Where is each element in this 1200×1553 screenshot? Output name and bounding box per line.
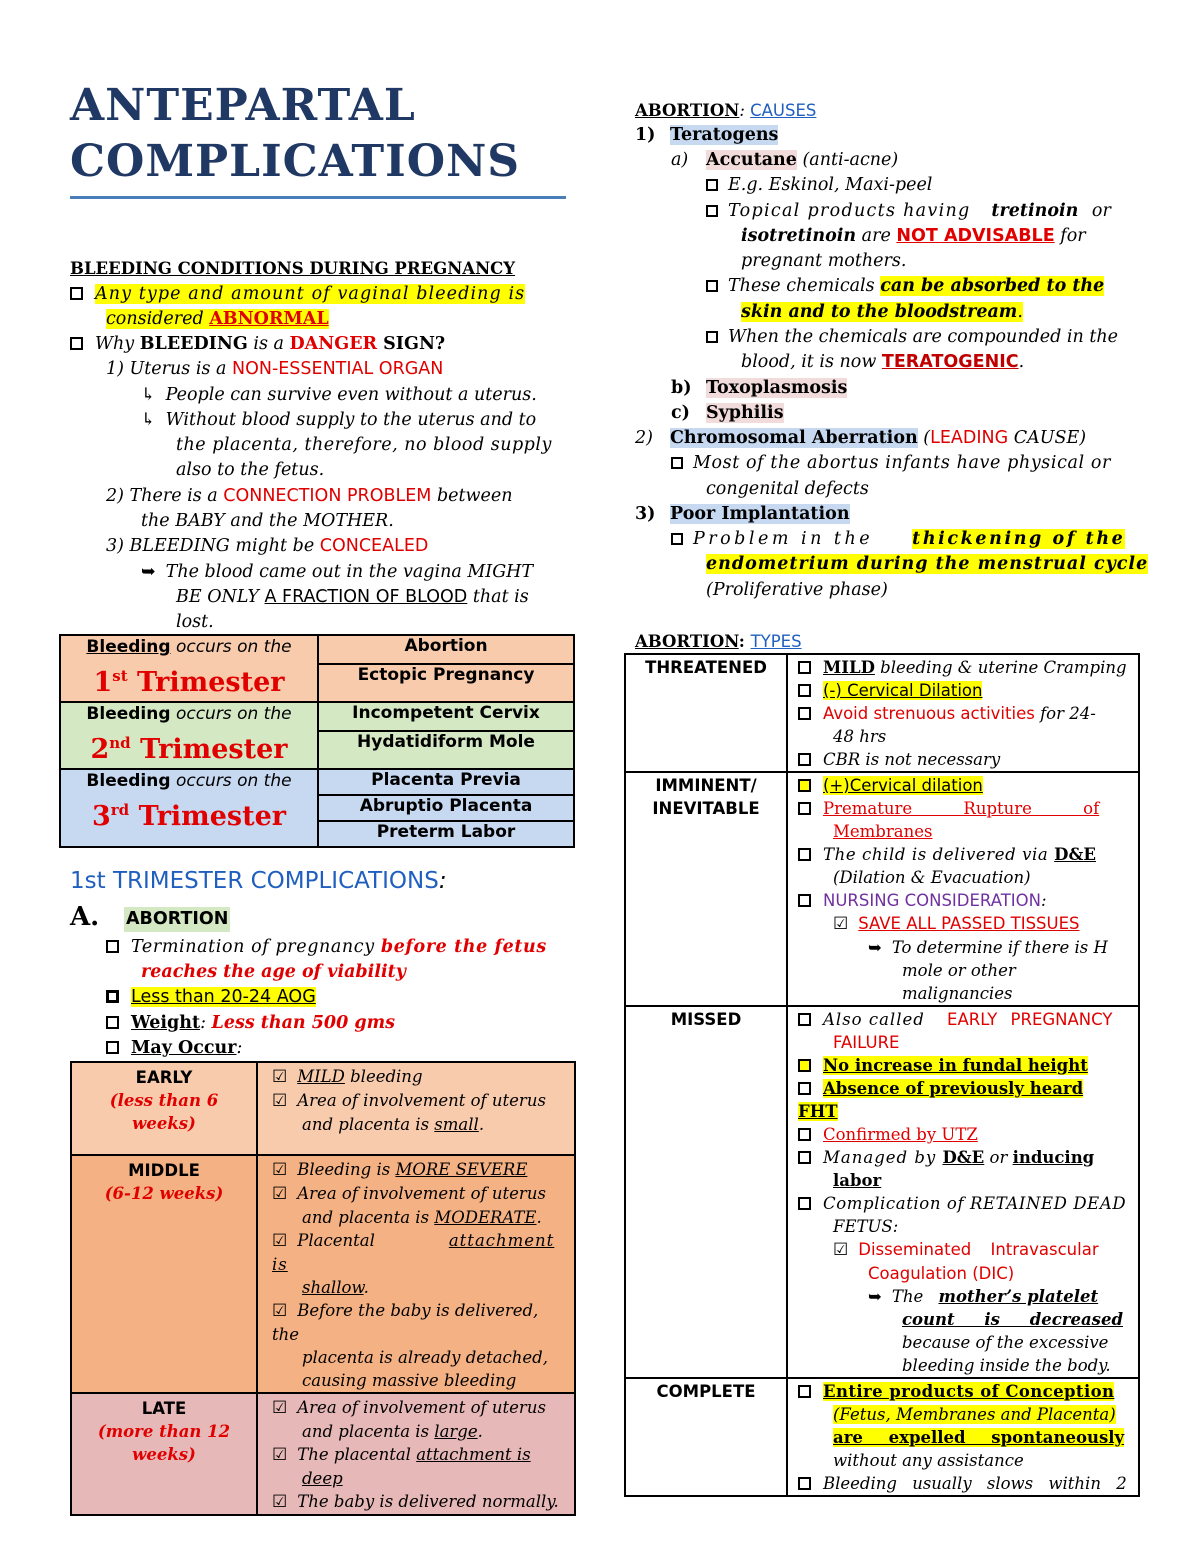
checkbox-icon	[798, 894, 811, 907]
cause-1c: c) Syphilis	[671, 403, 784, 423]
chrom-bullet-1: Most of the abortus infants have physical or	[671, 451, 1111, 476]
checkbox-icon	[706, 179, 718, 191]
accutane-bullet-4: When the chemicals are compounded in the	[706, 325, 1118, 350]
accutane-bullet-1: E.g. Eskinol, Maxi-peel	[706, 173, 932, 198]
missed-details: Also called EARLY PREGNANCY FAILURE No increase in fundal height Absence of previously heard FHT Confirmed by UTZ Managed by D&E or inducing labor Complication of RETAINED DEAD FETUS: ☑ Disseminated Intravascular Coagulation (DIC) ➥ The mother’s platelet count is decreased because of the excessive bleeding inside the body.	[787, 1006, 1139, 1378]
checkbox-icon	[798, 779, 811, 792]
arrow-icon: ↳	[141, 385, 156, 405]
types-heading: ABORTION: TYPES	[635, 632, 802, 651]
trimester-2-cell: Bleeding occurs on the 2nd Trimester	[60, 702, 318, 769]
chrom-bullet-1b: congenital defects	[706, 479, 869, 499]
title-divider	[70, 196, 566, 199]
bleeding-reason-2: 2) There is a CONNECTION PROBLEM between	[106, 486, 513, 506]
table-row-middle	[71, 1155, 575, 1393]
bleeding-sub-3c: lost.	[176, 612, 214, 632]
check-icon: ☑	[272, 1398, 288, 1418]
bleeding-bullet-1: Any type and amount of vaginal bleeding is	[70, 282, 566, 307]
threatened-details: MILD bleeding & uterine Cramping (-) Cervical Dilation Avoid strenuous activities for 24- 48 hrs CBR is not necessary	[787, 654, 1139, 772]
checkbox-icon	[798, 1128, 811, 1141]
checkbox-icon	[798, 1385, 811, 1398]
checkbox-icon	[70, 287, 83, 300]
bleeding-reason-2b: the BABY and the MOTHER.	[141, 511, 394, 531]
accutane-bullet-3: These chemicals can be absorbed to the	[706, 274, 1104, 299]
bleeding-sub-2c: also to the fetus.	[176, 460, 325, 480]
late-details-cell: ☑ Area of involvement of uterus and placenta is large. ☑ The placental attachment is deep ☑ The baby is delivered normally.	[257, 1393, 575, 1515]
table-row-missed	[625, 1006, 1139, 1378]
bleeding-heading: BLEEDING CONDITIONS DURING PREGNANCY	[70, 259, 516, 278]
checkbox-icon	[706, 331, 718, 343]
check-icon: ☑	[272, 1492, 288, 1512]
abortion-label: ABORTION	[124, 907, 230, 932]
trimester-table	[59, 634, 575, 848]
check-icon: ☑	[272, 1184, 288, 1204]
cause-3: 3) Poor Implantation	[635, 504, 850, 524]
cause-1a: a) Accutane (anti-acne)	[671, 150, 899, 170]
table-row-complete	[625, 1378, 1139, 1496]
trimester-1-item-ectopic: Ectopic Pregnancy	[318, 664, 574, 702]
middle-details-cell: ☑ Bleeding is MORE SEVERE ☑ Area of involvement of uterus and placenta is MODERATE. ☑ Placental attachment is shallow. ☑ Before the baby is delivered, the placenta is already detached, causing massive bleeding	[257, 1155, 575, 1393]
abortion-bullet-4: May Occur:	[106, 1036, 242, 1061]
poor-bullet-1c: (Proliferative phase)	[706, 580, 888, 600]
page-title	[70, 78, 566, 190]
checkbox-icon	[106, 990, 119, 1003]
checkbox-icon	[798, 848, 811, 861]
bleeding-bullet-2: Why BLEEDING is a DANGER SIGN?	[70, 332, 445, 357]
bleeding-bullet-1-cont: considered ABNORMAL	[106, 309, 329, 329]
checkbox-icon	[106, 940, 119, 953]
check-icon: ☑	[272, 1301, 288, 1321]
checkbox-icon	[798, 1059, 811, 1072]
checkbox-icon	[798, 1013, 811, 1026]
check-icon: ☑	[272, 1445, 288, 1465]
abortion-occurrence-table	[70, 1061, 576, 1516]
checkbox-icon	[798, 1151, 811, 1164]
check-icon: ☑	[833, 1240, 849, 1260]
checkbox-icon	[671, 533, 683, 545]
checkbox-icon	[706, 205, 718, 217]
poor-bullet-1b: endometrium during the menstrual cycle	[706, 554, 1149, 574]
trimester-1-item-abortion: Abortion	[318, 635, 574, 664]
imminent-label: IMMINENT/ INEVITABLE	[625, 772, 787, 1006]
bleeding-reason-1: 1) Uterus is a NON-ESSENTIAL ORGAN	[106, 359, 444, 379]
bleeding-reason-3: 3) BLEEDING might be CONCEALED	[106, 536, 429, 556]
checkbox-icon	[798, 1082, 811, 1095]
table-row-threatened	[625, 654, 1139, 772]
cause-1: 1) Teratogens	[635, 125, 779, 145]
checkbox-icon	[798, 802, 811, 815]
abortion-bullet-1b: reaches the age of viability	[141, 962, 406, 982]
poor-bullet-1: Problem in the thickening of the	[671, 527, 1125, 552]
checkbox-icon	[106, 1016, 119, 1029]
trimester-2-item-cervix: Incompetent Cervix	[318, 702, 574, 731]
accutane-bullet-3b: skin and to the bloodstream.	[741, 302, 1023, 322]
checkbox-icon	[798, 707, 811, 720]
imminent-details: (+)Cervical dilation Premature Rupture of Membranes The child is delivered via D&E (Dilation & Evacuation) NURSING CONSIDERATION: ☑ SAVE ALL PASSED TISSUES ➥ To determine if there is H mole or other malignancies	[787, 772, 1139, 1006]
threatened-label: THREATENED	[625, 654, 787, 772]
section-letter-a: A.	[70, 902, 100, 932]
table-row-early	[71, 1062, 575, 1155]
arrow-icon: ➥	[868, 1287, 882, 1306]
arrow-icon: ➥	[868, 938, 882, 957]
middle-label-cell: MIDDLE (6-12 weeks)	[71, 1155, 257, 1393]
checkbox-icon	[798, 684, 811, 697]
cause-1b: b) Toxoplasmosis	[671, 378, 848, 398]
bleeding-sub-1: ↳ People can survive even without a uterus.	[141, 385, 537, 405]
bleeding-sub-2b: the placenta, therefore, no blood supply	[176, 435, 552, 455]
abortion-types-table	[624, 653, 1140, 1497]
arrow-icon: ↳	[141, 410, 156, 430]
bleeding-sub-2: ↳ Without blood supply to the uterus and to	[141, 410, 537, 430]
abortion-bullet-1: Termination of pregnancy before the fetus	[106, 935, 547, 960]
trimester-3-item-abruptio: Abruptio Placenta	[318, 795, 574, 821]
missed-label: MISSED	[625, 1006, 787, 1378]
accutane-bullet-4b: blood, it is now TERATOGENIC.	[741, 352, 1025, 372]
trimester-2-item-mole: Hydatidiform Mole	[318, 731, 574, 769]
title-line-2: COMPLICATIONS	[70, 136, 521, 187]
check-icon: ☑	[272, 1160, 288, 1180]
checkbox-icon	[70, 337, 83, 350]
abortion-bullet-3: Weight: Less than 500 gms	[106, 1011, 395, 1036]
trimester-3-item-previa: Placenta Previa	[318, 769, 574, 795]
trimester-1-cell: Bleeding occurs on the 1st Trimester	[60, 635, 318, 702]
cause-2: 2) Chromosomal Aberration (LEADING CAUSE)	[635, 428, 1087, 448]
table-row-imminent	[625, 772, 1139, 1006]
bleeding-sub-3: ➥ The blood came out in the vagina MIGHT	[141, 562, 534, 582]
title-line-1: ANTEPARTAL	[70, 80, 416, 131]
accutane-bullet-2b: isotretinoin are NOT ADVISABLE for	[741, 226, 1086, 246]
abortion-bullet-2: Less than 20-24 AOG	[106, 985, 316, 1010]
first-trimester-heading: 1st TRIMESTER COMPLICATIONS:	[70, 868, 447, 894]
checkbox-icon	[798, 661, 811, 674]
early-label-cell: EARLY (less than 6 weeks)	[71, 1062, 257, 1155]
late-label-cell: LATE (more than 12 weeks)	[71, 1393, 257, 1515]
check-icon: ☑	[272, 1091, 288, 1111]
checkbox-icon	[106, 1041, 119, 1054]
arrow-icon: ➥	[141, 562, 156, 582]
checkbox-icon	[798, 1197, 811, 1210]
early-details-cell: ☑ MILD bleeding ☑ Area of involvement of uterus and placenta is small.	[257, 1062, 575, 1155]
complete-details: Entire products of Conception (Fetus, Membranes and Placenta) are expelled spontaneously without any assistance Bleeding usually slows within 2	[787, 1378, 1139, 1496]
check-icon: ☑	[272, 1231, 288, 1251]
check-icon: ☑	[833, 914, 849, 934]
checkbox-icon	[706, 280, 718, 292]
table-row-late	[71, 1393, 575, 1515]
trimester-3-item-preterm: Preterm Labor	[318, 821, 574, 847]
check-icon: ☑	[272, 1067, 288, 1087]
causes-heading: ABORTION: CAUSES	[635, 101, 817, 120]
checkbox-icon	[798, 1477, 811, 1490]
bleeding-sub-3b: BE ONLY A FRACTION OF BLOOD that is	[176, 587, 529, 607]
checkbox-icon	[798, 753, 811, 766]
checkbox-icon	[671, 457, 683, 469]
trimester-3-cell: Bleeding occurs on the 3rd Trimester	[60, 769, 318, 847]
accutane-bullet-2: Topical products having tretinoin or	[706, 199, 1111, 224]
complete-label: COMPLETE	[625, 1378, 787, 1496]
accutane-bullet-2c: pregnant mothers.	[741, 251, 907, 271]
